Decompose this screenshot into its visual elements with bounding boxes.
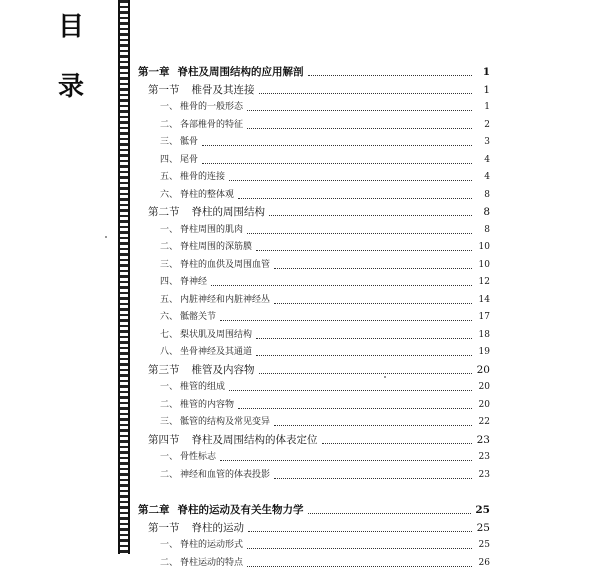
- dot-leader: [229, 179, 472, 181]
- dot-leader: [229, 389, 472, 391]
- scan-speck: [105, 236, 107, 238]
- toc-item-page-number: 19: [478, 347, 490, 357]
- toc-item-page-number: 4: [484, 154, 490, 165]
- toc-section-number: 第三节: [148, 363, 180, 376]
- toc-item-page-number: 25: [478, 540, 490, 550]
- toc-section-title: 脊柱的周围结构: [191, 206, 265, 218]
- toc-item: [138, 258, 490, 272]
- dot-leader: [247, 547, 472, 549]
- toc-item: [138, 223, 490, 237]
- toc-item: [138, 170, 490, 184]
- dot-leader: [259, 92, 473, 94]
- dot-leader: [238, 197, 472, 199]
- toc-item-page-number: 10: [478, 259, 490, 270]
- toc-section: [138, 433, 490, 447]
- toc-section: [138, 205, 490, 219]
- toc-chapter-page-number: 1: [482, 66, 490, 78]
- toc-item-page-number: 17: [478, 312, 490, 322]
- toc-item-title: 骨性标志: [180, 452, 217, 462]
- dot-leader: [247, 232, 472, 234]
- dot-leader: [308, 74, 473, 76]
- dot-leader: [274, 302, 472, 304]
- dot-leader: [256, 337, 472, 339]
- toc-section: [138, 521, 490, 535]
- toc-item: [138, 293, 490, 307]
- dot-leader: [202, 162, 472, 164]
- dot-leader: [269, 214, 472, 216]
- dot-leader: [322, 442, 473, 444]
- toc-item: [138, 240, 490, 254]
- dot-leader: [220, 319, 472, 321]
- toc-item-title: 脊柱周围的深筋膜: [180, 242, 253, 252]
- toc-item-page-number: 26: [478, 557, 490, 568]
- toc-section: [138, 363, 490, 377]
- toc-item-page-number: 20: [478, 382, 490, 392]
- toc-item-number: 一、: [160, 382, 179, 392]
- dot-leader: [220, 459, 472, 461]
- toc-item-number: 四、: [160, 277, 179, 287]
- toc-item: [138, 415, 490, 429]
- toc-item-number: 一、: [160, 452, 179, 462]
- dot-leader: [247, 127, 472, 129]
- toc-item-title: 各部椎骨的特征: [180, 119, 244, 130]
- toc-item-number: 七、: [160, 329, 179, 340]
- dot-leader: [308, 512, 472, 514]
- toc-item-number: 二、: [160, 557, 179, 568]
- toc-item: [138, 310, 490, 324]
- toc-item-page-number: 14: [478, 294, 490, 305]
- toc-chapter-number: 第二章: [138, 504, 170, 516]
- toc-item: [138, 118, 490, 132]
- toc-item-page-number: 8: [484, 189, 490, 200]
- toc-item: [138, 100, 490, 114]
- toc-section-title: 脊柱及周围结构的体表定位: [191, 433, 318, 446]
- toc-item: [138, 135, 490, 149]
- toc-item-number: 四、: [160, 154, 179, 165]
- toc-section-page-number: 8: [483, 206, 490, 218]
- toc-item-title: 脊柱的血供及周围血管: [180, 259, 271, 270]
- toc-item: [138, 328, 490, 342]
- toc-chapter-title: 脊柱及周围结构的应用解剖: [177, 66, 304, 78]
- toc-item-title: 椎管的组成: [180, 382, 226, 392]
- dot-leader: [247, 565, 472, 567]
- toc-item-page-number: 8: [484, 224, 490, 235]
- toc-item-title: 椎管的内容物: [180, 399, 235, 410]
- toc-chapter-number: 第一章: [138, 66, 170, 78]
- toc-item-number: 五、: [160, 172, 179, 182]
- toc-item-title: 骶髂关节: [180, 312, 217, 322]
- toc-item-number: 三、: [160, 417, 179, 427]
- toc-section-page-number: 20: [476, 363, 490, 376]
- toc-item-page-number: 23: [478, 469, 490, 480]
- toc-item-page-number: 2: [484, 119, 490, 130]
- toc-item-number: 五、: [160, 294, 179, 305]
- toc-item-page-number: 22: [478, 417, 490, 427]
- toc-item: [138, 468, 490, 482]
- toc-item-title: 脊柱的整体观: [180, 189, 235, 200]
- toc-item-number: 二、: [160, 242, 179, 252]
- toc-item-title: 梨状肌及周围结构: [180, 329, 253, 340]
- toc-item: [138, 380, 490, 394]
- page-heading-char-2: 录: [58, 72, 85, 102]
- toc-item: [138, 275, 490, 289]
- toc-item: [138, 398, 490, 412]
- toc-item: [138, 556, 490, 570]
- dot-leader: [256, 249, 472, 251]
- toc-item-number: 二、: [160, 469, 179, 480]
- toc-item-page-number: 18: [478, 329, 490, 340]
- toc-chapter-page-number: 25: [475, 504, 490, 516]
- toc-item-number: 六、: [160, 312, 179, 322]
- toc-section-title: 脊柱的运动: [191, 521, 244, 534]
- page-heading-char-1: 目: [58, 12, 85, 42]
- toc-item-number: 二、: [160, 399, 179, 410]
- toc-section-number: 第四节: [148, 433, 180, 446]
- dot-leader: [274, 424, 472, 426]
- toc-item-page-number: 20: [478, 399, 490, 410]
- toc-item-number: 八、: [160, 347, 179, 357]
- toc-item-page-number: 10: [478, 242, 490, 252]
- toc-item-title: 骶管的结构及常见变异: [180, 417, 271, 427]
- toc-item-title: 神经和血管的体表投影: [180, 469, 271, 480]
- dot-leader: [259, 372, 473, 374]
- dot-leader: [238, 407, 472, 409]
- toc-item: [138, 188, 490, 202]
- toc-item-title: 内脏神经和内脏神经丛: [180, 294, 271, 305]
- toc-section-number: 第二节: [148, 206, 180, 218]
- dot-leader: [248, 530, 472, 532]
- toc-item-number: 一、: [160, 224, 179, 235]
- dot-leader: [256, 354, 472, 356]
- toc-item-number: 三、: [160, 137, 179, 147]
- toc-item-title: 坐骨神经及其通道: [180, 347, 253, 357]
- toc-item-number: 三、: [160, 259, 179, 270]
- toc-item-title: 椎骨的一般形态: [180, 102, 244, 112]
- toc-item-title: 尾骨: [180, 154, 199, 165]
- toc-item-title: 脊柱运动的特点: [180, 557, 244, 568]
- toc-section-page-number: 23: [476, 433, 490, 446]
- toc-item-title: 骶骨: [180, 137, 199, 147]
- toc-chapter: [138, 503, 490, 517]
- toc-item-title: 脊柱的运动形式: [180, 540, 244, 550]
- toc-item-title: 脊柱周围的肌肉: [180, 224, 244, 235]
- toc-item: [138, 153, 490, 167]
- dot-leader: [202, 144, 472, 146]
- toc-section-number: 第一节: [148, 521, 180, 534]
- decorative-border: [118, 0, 130, 554]
- toc-item-number: 二、: [160, 119, 179, 130]
- dot-leader: [247, 109, 472, 111]
- toc-section-title: 椎骨及其连接: [191, 83, 255, 96]
- toc-item: [138, 450, 490, 464]
- toc-item: [138, 538, 490, 552]
- toc-item-page-number: 1: [484, 102, 490, 112]
- toc-item-page-number: 4: [484, 172, 490, 182]
- toc-chapter-title: 脊柱的运动及有关生物力学: [177, 504, 304, 516]
- dot-leader: [211, 284, 472, 286]
- dot-leader: [274, 477, 472, 479]
- toc-item-page-number: 12: [478, 277, 490, 287]
- toc-item-number: 一、: [160, 540, 179, 550]
- toc-section-number: 第一节: [148, 83, 180, 96]
- toc-item-page-number: 3: [484, 137, 490, 147]
- toc-section-page-number: 1: [483, 83, 490, 96]
- toc-item: [138, 345, 490, 359]
- toc-chapter: [138, 65, 490, 79]
- toc-item-number: 六、: [160, 189, 179, 200]
- toc-item-title: 椎骨的连接: [180, 172, 226, 182]
- dot-leader: [274, 267, 472, 269]
- toc-item-number: 一、: [160, 102, 179, 112]
- toc-section: [138, 83, 490, 97]
- toc-section-page-number: 25: [476, 521, 490, 534]
- toc-item-page-number: 23: [478, 452, 490, 462]
- toc-section-title: 椎管及内容物: [191, 363, 255, 376]
- toc-item-title: 脊神经: [180, 277, 208, 287]
